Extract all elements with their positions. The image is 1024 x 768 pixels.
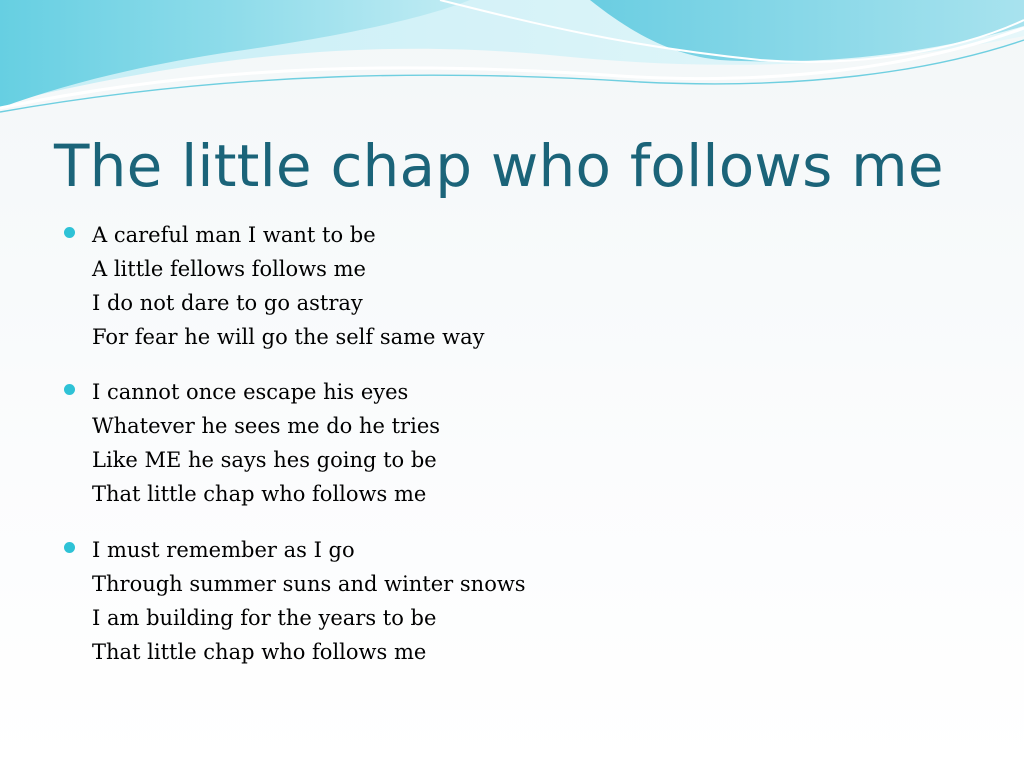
poem-line: For fear he will go the self same way bbox=[92, 325, 485, 349]
poem-line: That little chap who follows me bbox=[92, 640, 427, 664]
poem-line: A little fellows follows me bbox=[92, 257, 366, 281]
poem-line: I do not dare to go astray bbox=[92, 291, 363, 315]
poem-line: I must remember as I go bbox=[92, 538, 355, 562]
bullet-icon bbox=[64, 384, 75, 395]
bullet-icon bbox=[64, 227, 75, 238]
poem-line: Whatever he sees me do he tries bbox=[92, 414, 441, 438]
poem-line: I am building for the years to be bbox=[92, 606, 437, 630]
bullet-icon bbox=[64, 542, 75, 553]
poem-line: Like ME he says hes going to be bbox=[92, 448, 437, 472]
stanza-lines bbox=[92, 218, 485, 354]
stanza-lines bbox=[92, 375, 440, 511]
decorative-wave-header bbox=[0, 0, 1024, 120]
poem-line: Through summer suns and winter snows bbox=[92, 572, 526, 596]
poem-line: That little chap who follows me bbox=[92, 482, 427, 506]
slide-title: The little chap who follows me bbox=[54, 132, 944, 200]
poem-line: A careful man I want to be bbox=[92, 223, 376, 247]
poem-line: I cannot once escape his eyes bbox=[92, 380, 409, 404]
stanza-lines bbox=[92, 533, 526, 669]
